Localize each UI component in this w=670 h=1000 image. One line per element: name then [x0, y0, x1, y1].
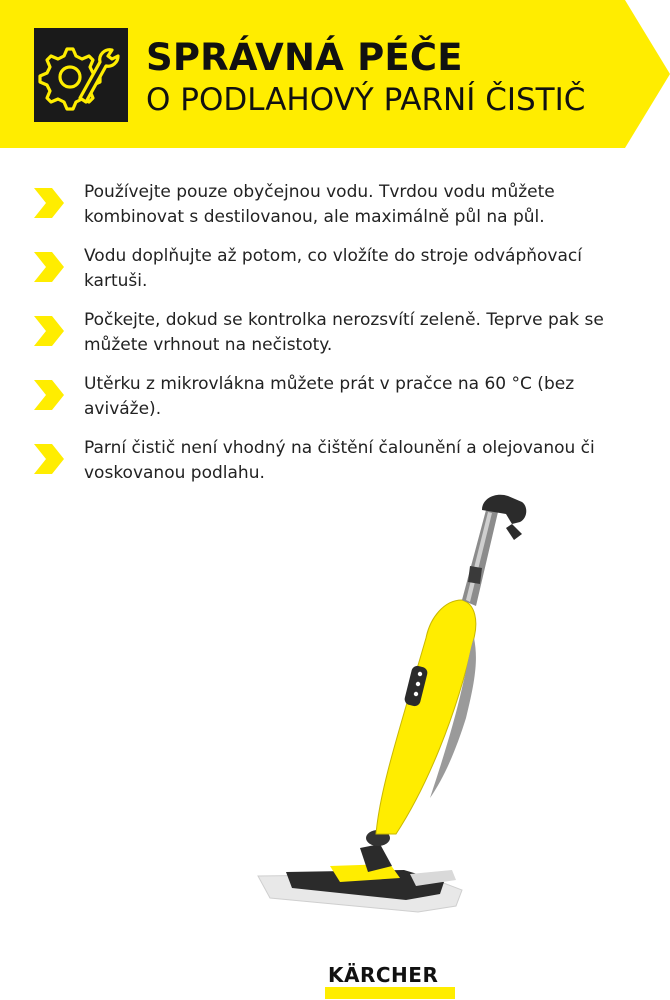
brand-name: KÄRCHER [328, 963, 439, 987]
header-banner [0, 0, 670, 148]
list-item [0, 436, 670, 496]
chevron-right-icon [34, 186, 68, 220]
steam-mop-image [230, 488, 530, 933]
chevron-right-icon [34, 378, 68, 412]
list-item [0, 372, 670, 432]
tip-text: Parní čistič není vhodný na čištění čalounění a olejovanou či voskovanou podlahu. [84, 438, 595, 483]
list-item [0, 180, 670, 240]
tip-text: Vodu doplňujte až potom, co vložíte do stroje odvápňovací kartuši. [84, 246, 582, 291]
chevron-right-icon [34, 314, 68, 348]
tip-text: Utěrku z mikrovlákna můžete prát v pračce na 60 °C (bez aviváže). [84, 374, 575, 419]
list-item [0, 308, 670, 368]
page-title: SPRÁVNÁ PÉČE [146, 36, 463, 79]
gear-wrench-icon [34, 28, 128, 122]
chevron-right-icon [34, 442, 68, 476]
tip-text: Používejte pouze obyčejnou vodu. Tvrdou vodu můžete kombinovat s destilovanou, ale maximálně půl na půl. [84, 182, 555, 227]
list-item [0, 244, 670, 304]
chevron-right-icon [34, 250, 68, 284]
tip-text: Počkejte, dokud se kontrolka nerozsvítí zeleně. Teprve pak se můžete vrhnout na nečistoty. [84, 310, 604, 355]
page-subtitle: O PODLAHOVÝ PARNÍ ČISTIČ [146, 82, 586, 118]
